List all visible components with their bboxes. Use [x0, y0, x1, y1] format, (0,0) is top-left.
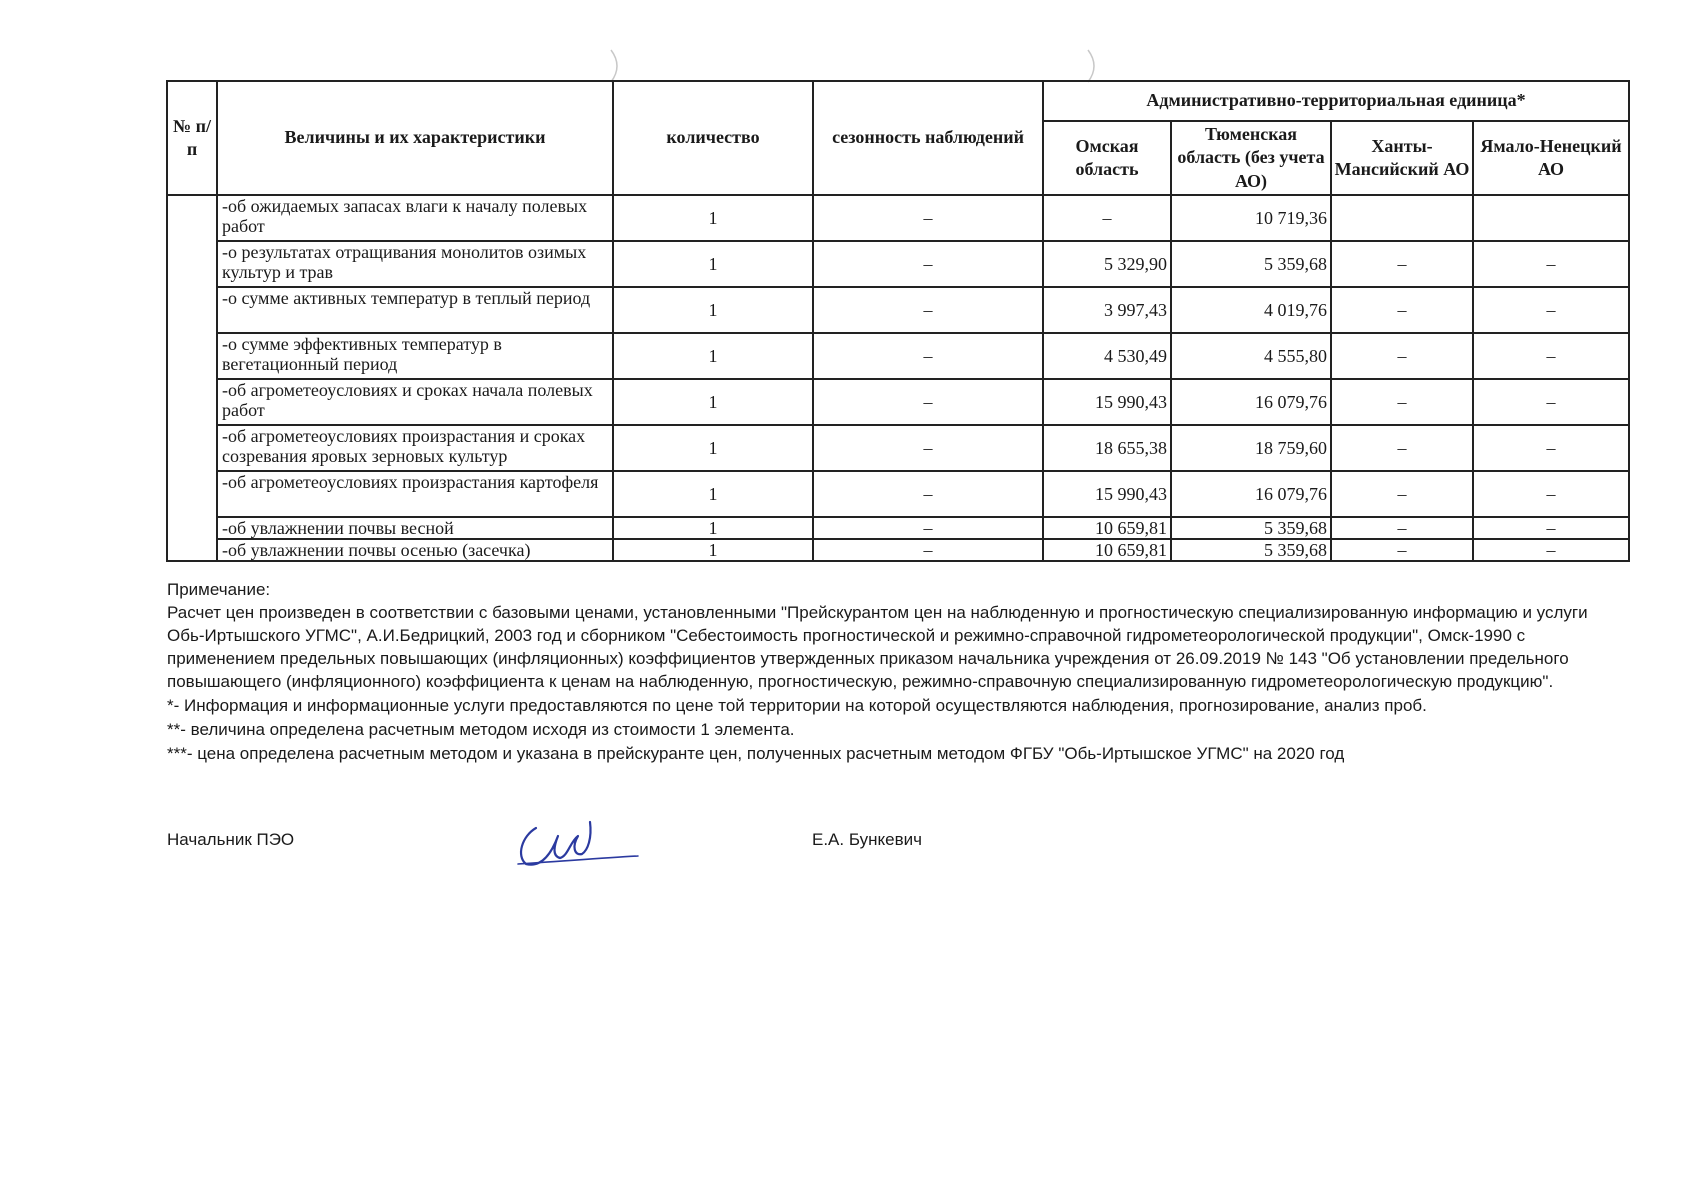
header-name: Величины и их характеристики [217, 81, 613, 195]
table-row [167, 517, 1629, 539]
header-region-tyumen: Тюменская область (без учета АО) [1171, 121, 1331, 195]
row-yamal: – [1473, 539, 1629, 561]
row-tyumen: 4 019,76 [1171, 287, 1331, 333]
signature-block [167, 826, 1067, 886]
row-omsk: 5 329,90 [1043, 241, 1171, 287]
notes-section [167, 578, 1627, 765]
row-yamal: – [1473, 333, 1629, 379]
row-quantity: 1 [613, 471, 813, 517]
row-omsk: 10 659,81 [1043, 517, 1171, 539]
row-quantity: 1 [613, 287, 813, 333]
row-khanty: – [1331, 517, 1473, 539]
row-number-cell [167, 471, 217, 517]
footnote-2: **- величина определена расчетным методом исходя из стоимости 1 элемента. [167, 720, 795, 739]
row-name: -об агрометеоусловиях и сроках начала полевых работ [217, 379, 613, 425]
row-tyumen: 5 359,68 [1171, 517, 1331, 539]
row-omsk: 15 990,43 [1043, 471, 1171, 517]
row-omsk: – [1043, 195, 1171, 241]
row-name: -об увлажнении почвы осенью (засечка) [217, 539, 613, 561]
header-seasonality: сезонность наблюдений [813, 81, 1043, 195]
row-yamal: – [1473, 287, 1629, 333]
notes-main-text: Расчет цен произведен в соответствии с базовыми ценами, установленными "Прейскурантом цен на наблюденную и прогностическую специализированную информацию и услуги Обь-Иртышского УГМС", А.И.Бедрицкий, 2003 год и сборником "Себестоимость прогностической и режимно-справочной гидрометеорологической продукции", Омск-1990 с применением предельных повышающих (инфляционных) коэффициентов утвержденных приказом начальника учреждения от 26.09.2019 № 143 "Об установлении предельного повышающего (инфляционного) коэффициента к ценам на наблюденную, прогностическую, режимно-справочную специализированную гидрометеорологическую продукцию". [167, 603, 1588, 691]
row-quantity: 1 [613, 241, 813, 287]
row-quantity: 1 [613, 425, 813, 471]
row-tyumen: 4 555,80 [1171, 333, 1331, 379]
table-row [167, 195, 1629, 241]
row-khanty: – [1331, 287, 1473, 333]
row-khanty: – [1331, 539, 1473, 561]
row-tyumen: 16 079,76 [1171, 379, 1331, 425]
header-quantity: количество [613, 81, 813, 195]
row-tyumen: 5 359,68 [1171, 241, 1331, 287]
table-row [167, 241, 1629, 287]
row-tyumen: 5 359,68 [1171, 539, 1331, 561]
row-number-cell [167, 425, 217, 471]
row-khanty: – [1331, 241, 1473, 287]
row-number-cell [167, 379, 217, 425]
table-row [167, 425, 1629, 471]
row-khanty: – [1331, 333, 1473, 379]
row-name: -о сумме активных температур в теплый период [217, 287, 613, 333]
table-row [167, 333, 1629, 379]
row-seasonality: – [813, 333, 1043, 379]
header-region-yamal: Ямало-Ненецкий АО [1473, 121, 1629, 195]
row-number-cell [167, 195, 217, 241]
header-region-omsk: Омская область [1043, 121, 1171, 195]
row-number-cell [167, 287, 217, 333]
row-yamal: – [1473, 471, 1629, 517]
table-row [167, 471, 1629, 517]
row-number-cell [167, 333, 217, 379]
row-khanty: – [1331, 425, 1473, 471]
header-num: № п/п [167, 81, 217, 195]
row-quantity: 1 [613, 379, 813, 425]
footnote-3: ***- цена определена расчетным методом и указана в прейскуранте цен, полученных расчетным методом ФГБУ "Обь-Иртышское УГМС" на 2020 год [167, 744, 1345, 763]
price-table [166, 80, 1630, 562]
row-quantity: 1 [613, 195, 813, 241]
row-quantity: 1 [613, 333, 813, 379]
row-seasonality: – [813, 471, 1043, 517]
header-region-group: Административно-территориальная единица* [1043, 81, 1629, 121]
row-tyumen: 16 079,76 [1171, 471, 1331, 517]
row-name: -о результатах отращивания монолитов озимых культур и трав [217, 241, 613, 287]
row-number-cell [167, 539, 217, 561]
row-name: -об ожидаемых запасах влаги к началу полевых работ [217, 195, 613, 241]
table-row [167, 379, 1629, 425]
row-name: -об увлажнении почвы весной [217, 517, 613, 539]
row-seasonality: – [813, 379, 1043, 425]
notes-heading: Примечание: [167, 580, 271, 599]
footnote-1: *- Информация и информационные услуги предоставляются по цене той территории на которой осуществляются наблюдения, прогнозирование, анализ проб. [167, 696, 1427, 715]
row-omsk: 4 530,49 [1043, 333, 1171, 379]
row-khanty [1331, 195, 1473, 241]
row-yamal: – [1473, 425, 1629, 471]
table-row [167, 539, 1629, 561]
row-khanty: – [1331, 471, 1473, 517]
row-tyumen: 18 759,60 [1171, 425, 1331, 471]
row-omsk: 10 659,81 [1043, 539, 1171, 561]
row-yamal [1473, 195, 1629, 241]
row-omsk: 15 990,43 [1043, 379, 1171, 425]
signer-name: Е.А. Бункевич [812, 830, 922, 849]
row-seasonality: – [813, 287, 1043, 333]
row-seasonality: – [813, 241, 1043, 287]
row-seasonality: – [813, 539, 1043, 561]
row-number-cell [167, 241, 217, 287]
handwritten-signature [512, 812, 642, 874]
header-region-khanty: Ханты-Мансийский АО [1331, 121, 1473, 195]
row-khanty: – [1331, 379, 1473, 425]
row-seasonality: – [813, 195, 1043, 241]
signer-position: Начальник ПЭО [167, 830, 295, 849]
row-quantity: 1 [613, 517, 813, 539]
row-yamal: – [1473, 241, 1629, 287]
row-yamal: – [1473, 379, 1629, 425]
row-yamal: – [1473, 517, 1629, 539]
row-seasonality: – [813, 517, 1043, 539]
row-omsk: 3 997,43 [1043, 287, 1171, 333]
row-name: -об агрометеоусловиях произрастания и сроках созревания яровых зерновых культур [217, 425, 613, 471]
table-row [167, 287, 1629, 333]
row-seasonality: – [813, 425, 1043, 471]
row-quantity: 1 [613, 539, 813, 561]
row-number-cell [167, 517, 217, 539]
row-name: -о сумме эффективных температур в вегетационный период [217, 333, 613, 379]
row-name: -об агрометеоусловиях произрастания картофеля [217, 471, 613, 517]
row-omsk: 18 655,38 [1043, 425, 1171, 471]
row-tyumen: 10 719,36 [1171, 195, 1331, 241]
